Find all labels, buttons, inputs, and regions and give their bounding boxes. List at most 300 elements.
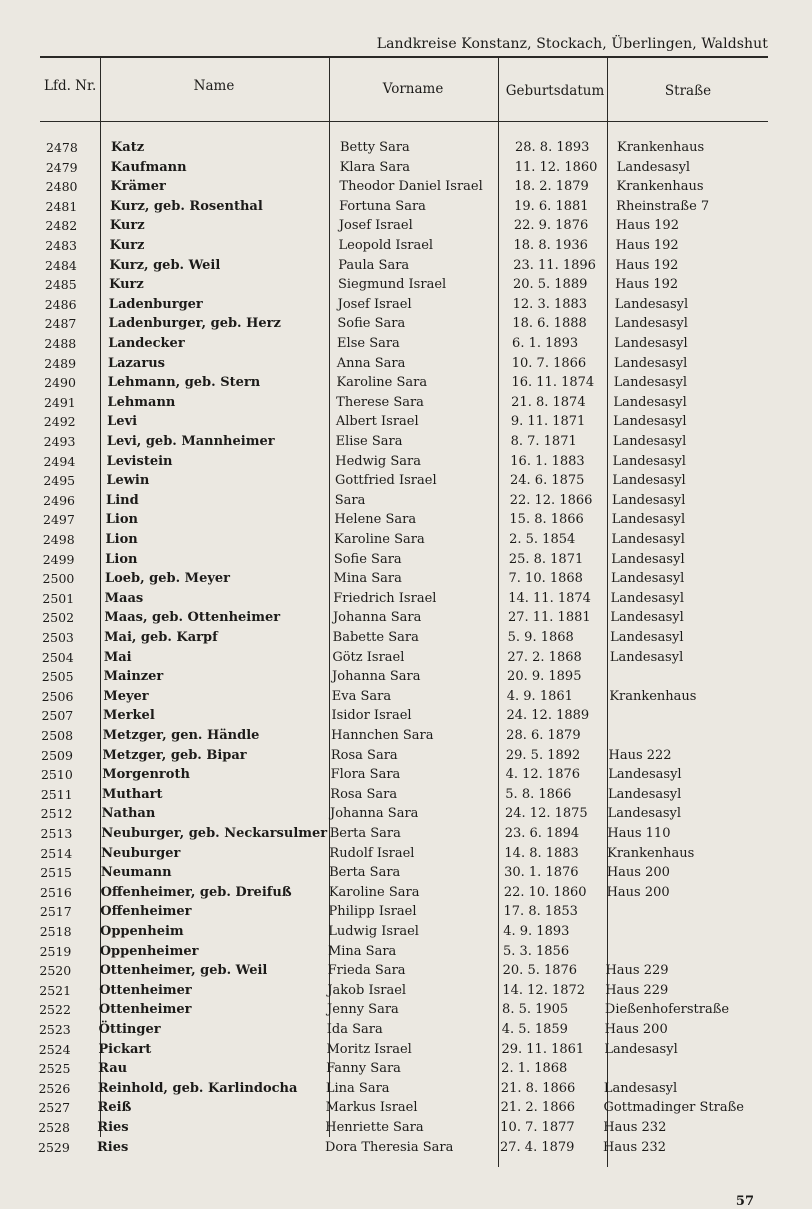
surname: Kurz, geb. Rosenthal [110,198,263,214]
address: Landesasyl [612,492,686,508]
row-number: 2498 [42,532,75,547]
address: Landesasyl [614,296,689,312]
birth-date: 30. 1. 1876 [504,865,579,881]
surname: Mai, geb. Karpf [104,630,218,645]
row-number: 2503 [42,630,74,645]
given-names: Karoline Sara [336,375,428,391]
given-names: Else Sara [337,336,400,351]
address: Haus 229 [605,963,669,979]
birth-date: 9. 11. 1871 [510,414,586,430]
given-names: Isidor Israel [331,708,412,724]
table-row [0,414,812,434]
surname: Offenheimer, geb. Dreifuß [100,884,292,900]
table-row [0,356,812,376]
address: Landesasyl [613,375,688,391]
address: Haus 232 [603,1120,667,1135]
header-nr: Lfd. Nr. [44,78,97,94]
table-row [0,944,812,964]
address: Haus 192 [615,257,679,273]
row-number: 2502 [42,610,75,626]
surname: Reinhold, geb. Karlindocha [97,1080,298,1096]
table-row [0,375,812,395]
surname: Ottenheimer, geb. Weil [99,963,268,979]
address: Haus 192 [615,218,679,234]
table-row [0,218,812,238]
table-row [0,630,812,650]
row-number: 2510 [40,767,73,783]
row-number: 2506 [41,688,74,704]
given-names: Betty Sara [340,140,410,155]
row-number: 2517 [39,904,72,920]
row-number: 2505 [41,669,74,685]
birth-date: 11. 12. 1860 [514,159,598,175]
row-number: 2500 [42,571,75,587]
surname: Lehmann [107,394,176,410]
birth-date: 8. 5. 1905 [502,1002,569,1018]
address: Landesasyl [611,532,685,547]
row-number: 2495 [43,473,76,489]
row-number: 2520 [39,963,72,979]
given-names: Elise Sara [335,434,403,449]
table-row [0,669,812,689]
table-row [0,395,812,415]
surname: Krämer [110,179,166,195]
given-names: Hedwig Sara [335,453,421,469]
address: Landesasyl [604,1041,678,1057]
address: Landesasyl [610,630,684,645]
given-names: Berta Sara [329,826,401,841]
address: Rheinstraße 7 [616,198,710,214]
page-number: 57 [735,1194,754,1209]
table-row [0,787,812,807]
table-row [0,1100,812,1120]
row-number: 2491 [43,394,76,410]
table-row [0,473,812,493]
row-number: 2507 [41,708,74,724]
given-names: Berta Sara [329,865,401,881]
given-names: Josef Israel [338,218,413,234]
row-number: 2515 [40,865,72,881]
surname: Lazarus [107,355,165,371]
birth-date: 5. 8. 1866 [505,786,572,802]
surname: Metzger, geb. Bipar [102,747,247,763]
row-number: 2518 [39,924,72,939]
given-names: Mina Sara [333,571,402,587]
birth-date: 28. 6. 1879 [506,728,581,743]
given-names: Gottfried Israel [335,473,437,489]
row-number: 2497 [43,512,75,528]
surname: Levistein [106,453,173,469]
address: Landesasyl [603,1080,678,1096]
table-row [0,1081,812,1101]
row-number: 2489 [44,355,77,371]
row-number: 2483 [45,238,78,253]
table-row [0,806,812,826]
given-names: Rudolf Israel [329,845,415,861]
given-names: Flora Sara [330,767,401,783]
given-names: Hannchen Sara [331,728,434,743]
surname: Landecker [108,336,185,351]
birth-date: 19. 6. 1881 [514,198,589,214]
surname: Lion [105,532,138,547]
given-names: Philipp Israel [328,904,417,920]
address: Haus 192 [615,277,679,293]
birth-date: 18. 6. 1888 [512,316,587,332]
table-row [0,865,812,885]
header-geburtsdatum: Geburtsdatum [505,83,605,99]
row-number: 2504 [41,649,74,665]
given-names: Mina Sara [327,943,397,959]
given-names: Paula Sara [338,257,410,273]
surname: Merkel [103,708,155,724]
surname: Pickart [98,1041,152,1057]
birth-date: 24. 12. 1889 [506,708,590,724]
birth-date: 6. 1. 1893 [512,336,579,351]
birth-date: 4. 12. 1876 [505,767,581,783]
address: Haus 200 [606,884,670,900]
table-row [0,767,812,787]
birth-date: 22. 12. 1866 [509,492,593,508]
running-head: Landkreise Konstanz, Stockach, Überlingen, Waldshut [376,36,768,52]
address: Haus 110 [607,826,671,841]
address: Landesasyl [609,649,684,665]
surname: Mainzer [103,669,164,685]
birth-date: 5. 3. 1856 [502,943,570,959]
table-row [0,1022,812,1042]
header-name: Name [193,78,235,94]
given-names: Markus Israel [325,1100,418,1116]
birth-date: 12. 3. 1883 [512,296,588,312]
surname: Mai [103,649,132,665]
surname: Nathan [101,806,156,822]
surname: Neumann [100,865,172,881]
surname: Öttinger [98,1022,161,1037]
table-row [0,552,812,572]
birth-date: 29. 11. 1861 [501,1041,585,1057]
table-row [0,277,812,297]
given-names: Lina Sara [325,1080,390,1096]
given-names: Fortuna Sara [339,198,426,214]
surname: Levi, geb. Mannheimer [106,434,275,449]
birth-date: 5. 9. 1868 [507,630,574,645]
table-row [0,238,812,258]
row-number: 2511 [40,786,73,802]
birth-date: 20. 9. 1895 [507,669,582,685]
birth-date: 20. 5. 1876 [502,963,578,979]
surname: Ries [97,1120,129,1135]
table-row [0,650,812,670]
surname: Levi [107,414,138,430]
table-row [0,434,812,454]
address: Landesasyl [614,316,688,332]
given-names: Henriette Sara [325,1120,424,1135]
address: Krankenhaus [609,688,697,704]
given-names: Rosa Sara [330,747,398,763]
row-number: 2522 [39,1002,71,1018]
given-names: Moritz Israel [326,1041,412,1057]
row-number: 2521 [39,982,72,998]
birth-date: 18. 2. 1879 [514,179,589,195]
birth-date: 2. 5. 1854 [509,532,576,547]
birth-date: 23. 6. 1894 [504,826,580,841]
birth-date: 17. 8. 1853 [503,904,578,920]
table-row [0,748,812,768]
given-names: Babette Sara [332,630,419,645]
table-row [0,885,812,905]
birth-date: 29. 5. 1892 [505,747,581,763]
address: Landesasyl [610,590,685,606]
header-vorname: Vorname [382,81,444,97]
given-names: Karoline Sara [328,884,420,900]
surname: Reiß [97,1100,132,1116]
given-names: Ludwig Israel [328,924,419,939]
given-names: Dora Theresia Sara [325,1139,454,1155]
birth-date: 10. 7. 1877 [500,1120,575,1135]
birth-date: 28. 8. 1893 [515,140,590,155]
row-number: 2519 [39,943,72,959]
given-names: Sara [334,492,366,508]
table-row [0,179,812,199]
address: Haus 229 [605,982,669,998]
row-number: 2486 [44,296,77,312]
given-names: Therese Sara [336,394,424,410]
birth-date: 18. 8. 1936 [513,238,588,253]
table-row [0,258,812,278]
address: Landesasyl [616,159,691,175]
address: Landesasyl [610,571,685,587]
birth-date: 24. 12. 1875 [505,806,588,822]
given-names: Götz Israel [332,649,405,665]
given-names: Johanna Sara [330,806,419,822]
row-number: 2525 [38,1061,71,1077]
address: Landesasyl [610,610,684,626]
row-number: 2478 [46,140,78,155]
table-row [0,532,812,552]
surname: Oppenheimer [99,943,199,959]
row-number: 2499 [42,551,75,567]
given-names: Sofie Sara [337,316,406,332]
surname: Kurz [109,238,145,253]
birth-date: 16. 11. 1874 [511,375,595,391]
row-number: 2508 [41,728,74,743]
header-rule [40,121,768,122]
birth-date: 4. 9. 1893 [503,924,570,939]
address: Landesasyl [612,453,686,469]
address: Haus 222 [608,747,672,763]
row-number: 2482 [45,218,78,234]
row-number: 2523 [38,1022,71,1037]
address: Krankenhaus [607,845,695,861]
address: Landesasyl [614,336,688,351]
birth-date: 4. 9. 1861 [506,688,573,704]
given-names: Johanna Sara [332,610,422,626]
given-names: Johanna Sara [332,669,421,685]
given-names: Jenny Sara [327,1002,399,1018]
table-row [0,1120,812,1140]
surname: Kurz, geb. Weil [109,257,221,273]
row-number: 2526 [38,1080,71,1096]
row-number: 2516 [40,884,72,900]
given-names: Rosa Sara [330,786,398,802]
surname: Ladenburger [108,296,203,312]
row-number: 2501 [42,590,75,606]
surname: Meyer [103,688,149,704]
row-number: 2528 [38,1120,70,1135]
birth-date: 23. 11. 1896 [513,257,596,273]
surname: Lind [106,492,139,508]
row-number: 2496 [43,492,75,508]
birth-date: 14. 8. 1883 [504,845,579,861]
given-names: Klara Sara [339,159,411,175]
row-number: 2484 [45,257,77,273]
birth-date: 22. 10. 1860 [503,884,587,900]
given-names: Siegmund Israel [337,277,447,293]
address: Landesasyl [613,355,688,371]
row-number: 2488 [44,336,77,351]
birth-date: 22. 9. 1876 [513,218,589,234]
given-names: Theodor Daniel Israel [339,179,483,195]
given-names: Josef Israel [337,296,412,312]
row-number: 2527 [38,1100,71,1116]
row-number: 2490 [44,375,76,391]
address: Landesasyl [607,806,682,822]
surname: Lehmann, geb. Stern [107,375,261,391]
birth-date: 16. 1. 1883 [510,453,585,469]
surname: Kurz [109,277,144,293]
surname: Maas, geb. Ottenheimer [104,610,281,626]
address: Landesasyl [611,551,685,567]
birth-date: 21. 8. 1866 [500,1080,576,1096]
table-row [0,316,812,336]
address: Krankenhaus [616,179,704,195]
surname: Oppenheim [100,924,184,939]
given-names: Ida Sara [326,1022,383,1037]
surname: Lion [105,512,138,528]
table-row [0,924,812,944]
table-row [0,1042,812,1062]
table-row [0,571,812,591]
birth-date: 24. 6. 1875 [510,473,585,489]
row-number: 2529 [38,1139,70,1155]
birth-date: 14. 11. 1874 [508,590,591,606]
row-number: 2480 [45,179,78,195]
surname: Metzger, gen. Händle [102,728,260,743]
birth-date: 21. 2. 1866 [500,1100,576,1116]
surname: Rau [98,1061,128,1077]
birth-date: 27. 11. 1881 [507,610,591,626]
surname: Maas [104,590,144,606]
given-names: Helene Sara [334,512,417,528]
table-row [0,728,812,748]
table-row [0,199,812,219]
birth-date: 25. 8. 1871 [508,551,584,567]
surname: Morgenroth [102,767,190,783]
surname: Lion [105,551,138,567]
birth-date: 27. 4. 1879 [500,1139,575,1155]
table-row [0,591,812,611]
surname: Loeb, geb. Meyer [104,571,231,587]
table-row [0,610,812,630]
surname: Ladenburger, geb. Herz [108,316,281,332]
table-row [0,963,812,983]
table-row [0,1002,812,1022]
row-number: 2512 [40,806,73,822]
table-row [0,512,812,532]
table-row [0,454,812,474]
given-names: Albert Israel [335,414,419,430]
surname: Katz [111,140,145,155]
surname: Offenheimer [100,904,192,920]
surname: Kurz [109,218,145,234]
row-number: 2481 [45,198,78,214]
birth-date: 27. 2. 1868 [507,649,582,665]
given-names: Jakob Israel [327,982,407,998]
given-names: Anna Sara [336,355,406,371]
address: Dießenhoferstraße [604,1002,730,1018]
surname: Kaufmann [110,159,187,175]
address: Krankenhaus [617,140,705,155]
table-row [0,846,812,866]
table-row [0,689,812,709]
row-number: 2492 [43,414,76,430]
table-row [0,983,812,1003]
row-number: 2524 [38,1041,71,1057]
address: Landesasyl [612,434,687,449]
row-number: 2509 [41,747,73,763]
given-names: Leopold Israel [338,238,434,253]
given-names: Fanny Sara [326,1061,401,1077]
address: Landesasyl [607,786,682,802]
birth-date: 2. 1. 1868 [501,1061,568,1077]
surname: Ottenheimer [99,982,192,998]
surname: Lewin [106,473,150,489]
birth-date: 15. 8. 1866 [509,512,584,528]
surname: Ries [97,1139,129,1155]
address: Landesasyl [612,473,686,489]
birth-date: 4. 5. 1859 [501,1022,568,1037]
table-row [0,160,812,180]
row-number: 2487 [44,316,77,332]
address: Landesasyl [608,767,682,783]
table-row [0,708,812,728]
address: Gottmadinger Straße [603,1100,744,1116]
birth-date: 14. 12. 1872 [502,982,586,998]
birth-date: 21. 8. 1874 [511,394,586,410]
header-strasse: Straße [664,83,712,99]
address: Haus 200 [606,865,670,881]
row-number: 2494 [43,453,76,469]
table-row [0,1061,812,1081]
table-row [0,336,812,356]
address: Haus 200 [604,1022,668,1037]
address: Landesasyl [611,512,686,528]
table-row [0,140,812,160]
surname: Ottenheimer [98,1002,192,1018]
birth-date: 20. 5. 1889 [512,277,588,293]
row-number: 2479 [45,159,78,175]
surname: Neuburger, geb. Neckarsulmer [101,826,328,841]
address: Landesasyl [613,414,687,430]
row-number: 2493 [43,434,76,449]
top-rule [40,56,768,58]
surname: Neuburger [101,845,181,861]
given-names: Karoline Sara [334,532,425,547]
table-row [0,826,812,846]
address: Haus 192 [615,238,679,253]
given-names: Sofie Sara [333,551,402,567]
birth-date: 10. 7. 1866 [511,355,587,371]
table-row [0,904,812,924]
